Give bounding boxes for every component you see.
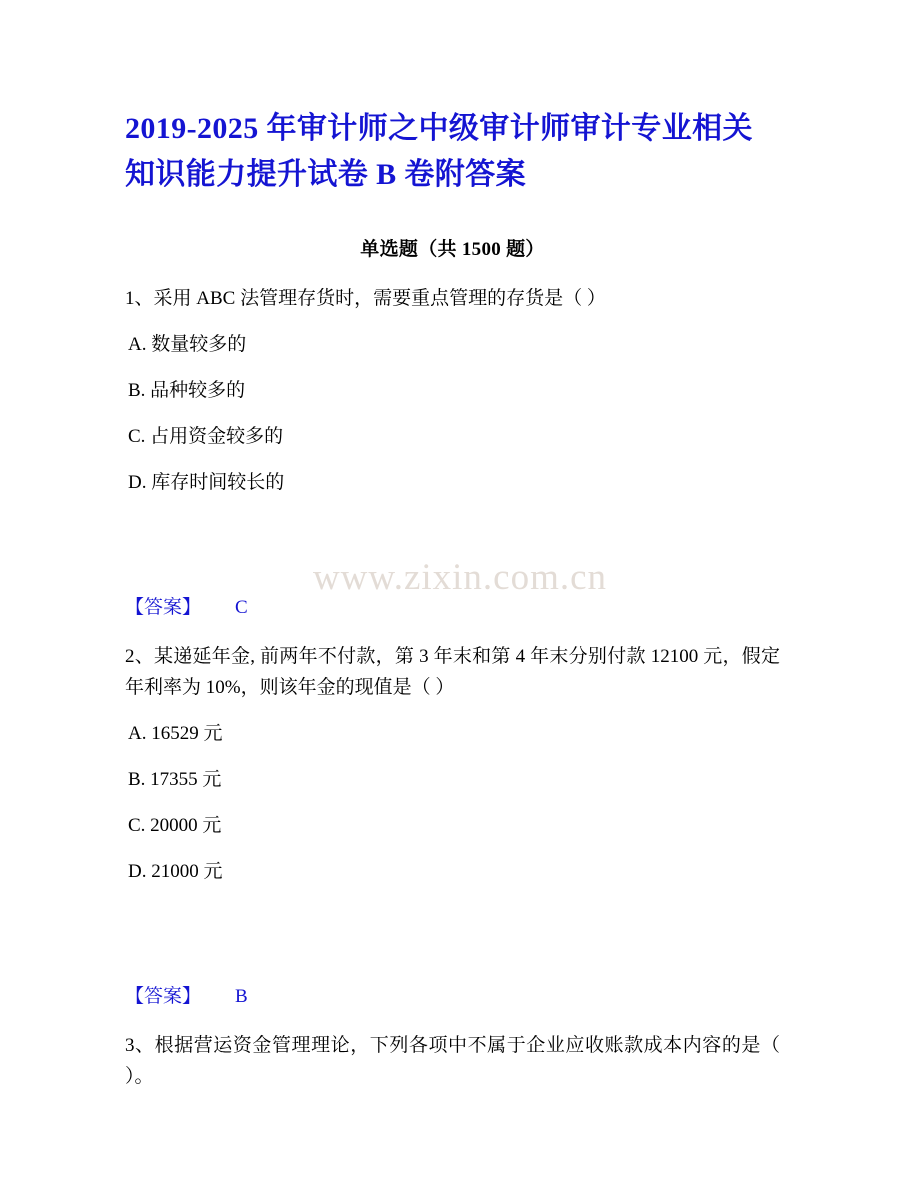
question-option-d: D. 21000 元 [128, 861, 223, 882]
spacer [125, 498, 780, 564]
question-option-c: C. 20000 元 [128, 815, 222, 836]
question-stem: 1、采用 ABC 法管理存货时，需要重点管理的存货是（ ） [125, 288, 606, 309]
answer-value: B [235, 986, 248, 1007]
question-option-c: C. 占用资金较多的 [128, 426, 284, 447]
question-option-b: B. 品种较多的 [128, 380, 246, 401]
question-stem: 3、根据营运资金管理理论，下列各项中不属于企业应收账款成本内容的是（ ）。 [125, 1035, 780, 1087]
section-heading: 单选题（共 1500 题） [360, 239, 545, 260]
question-option-b: B. 17355 元 [128, 769, 222, 790]
question-option-a: A. 16529 元 [128, 723, 223, 744]
answer-value: C [235, 597, 248, 618]
question-item-3 [125, 1030, 780, 1092]
question-stem: 2、某递延年金, 前两年不付款，第 3 年末和第 4 年末分别付款 12100 元，假定年利率为 10%，则该年金的现值是（ ） [125, 646, 780, 698]
answer-label: 【答案】 [125, 986, 202, 1007]
question-item-1 [125, 283, 780, 619]
answer-label: 【答案】 [125, 597, 202, 618]
page-title: 2019-2025 年审计师之中级审计师审计专业相关知识能力提升试卷 B 卷附答案 [125, 112, 753, 191]
answer-row [125, 592, 780, 619]
answer-row [125, 981, 780, 1008]
question-option-a: A. 数量较多的 [128, 334, 247, 355]
question-item-2 [125, 641, 780, 1008]
watermark-text: www.zixin.com.cn [312, 557, 608, 598]
question-option-d: D. 库存时间较长的 [128, 472, 285, 493]
spacer [125, 887, 780, 953]
